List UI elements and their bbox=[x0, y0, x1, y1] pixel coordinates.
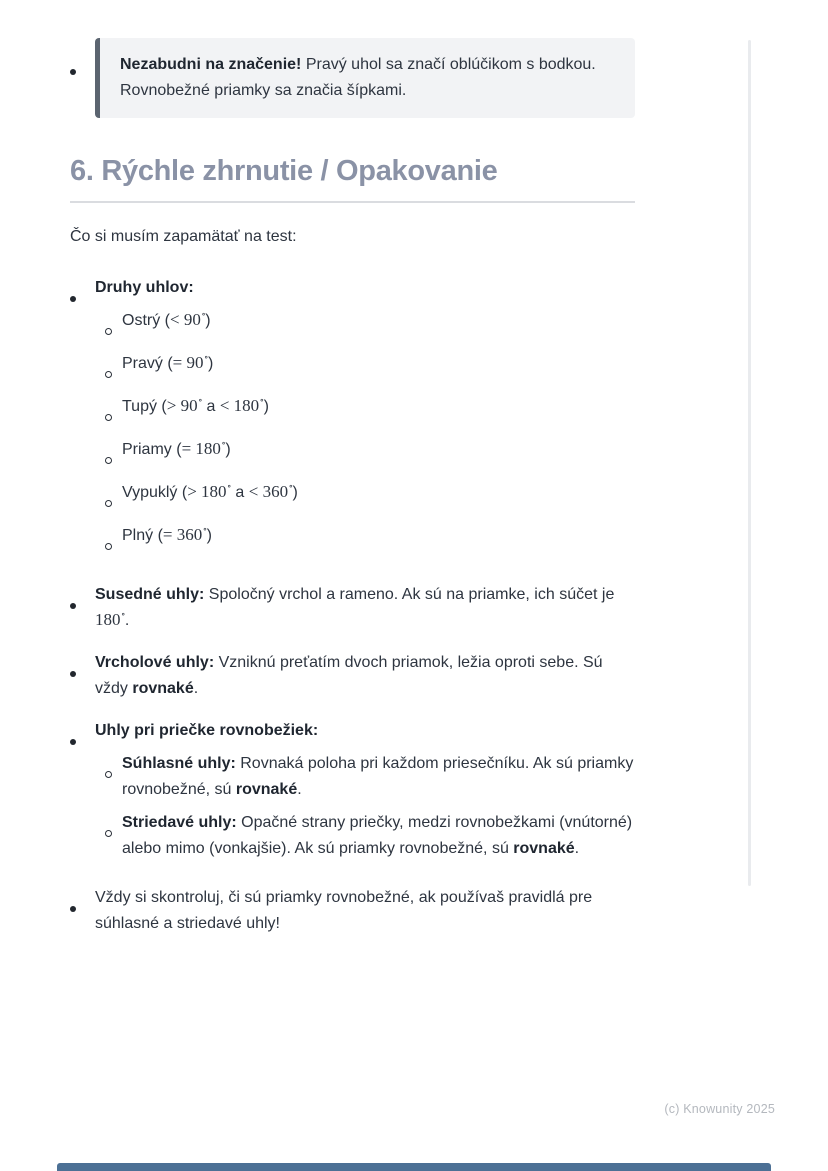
bold-text: Uhly pri priečke rovnobežiek: bbox=[95, 722, 319, 739]
text: ) bbox=[205, 312, 211, 329]
math-text: < 360∘ bbox=[248, 481, 294, 501]
sub-list-item bbox=[105, 351, 635, 387]
math-text: > 180∘ bbox=[187, 481, 232, 501]
circle-bullet-icon bbox=[105, 751, 122, 803]
callout-list-item bbox=[70, 38, 635, 118]
circle-bullet-icon bbox=[105, 480, 122, 516]
text: Ostrý ( bbox=[122, 312, 170, 329]
text: . bbox=[124, 612, 130, 629]
bullet-icon bbox=[70, 582, 95, 634]
sub-list bbox=[105, 308, 635, 559]
bold-text: Súhlasné uhly: bbox=[122, 755, 236, 772]
list-item bbox=[70, 650, 635, 702]
math-text: < 180∘ bbox=[219, 395, 265, 415]
sub-list-item bbox=[105, 480, 635, 516]
text: ) bbox=[206, 527, 212, 544]
bold-text: Susedné uhly: bbox=[95, 586, 205, 603]
heading-divider bbox=[70, 201, 635, 203]
circle-bullet-icon bbox=[105, 810, 122, 862]
sub-list-item bbox=[105, 523, 635, 559]
section-heading: 6. Rýchle zhrnutie / Opakovanie bbox=[70, 155, 498, 187]
list-item-text bbox=[95, 275, 635, 566]
list-item-text bbox=[95, 718, 635, 869]
sub-list-item bbox=[105, 394, 635, 430]
math-text: > 90∘ bbox=[166, 395, 203, 415]
text: ) bbox=[292, 484, 298, 501]
bold-text: rovnaké bbox=[132, 680, 194, 697]
circle-bullet-icon bbox=[105, 523, 122, 559]
text: . bbox=[297, 781, 302, 798]
list-item-text bbox=[122, 308, 635, 344]
bullet-icon bbox=[70, 275, 95, 566]
bottom-progress-bar bbox=[57, 1163, 771, 1171]
bold-text: Striedavé uhly: bbox=[122, 814, 237, 831]
text: Vždy si skontroluj, či sú priamky rovnobežné, ak používaš pravidlá pre súhlasné a striedavé uhly! bbox=[95, 889, 593, 932]
list-item-text bbox=[122, 810, 635, 862]
sub-list-item bbox=[105, 308, 635, 344]
list-item-text bbox=[122, 523, 635, 559]
bold-text: rovnaké bbox=[235, 781, 298, 798]
text: ) bbox=[263, 398, 269, 415]
footer-credit: (c) Knowunity 2025 bbox=[664, 1102, 775, 1116]
text: Pravý ( bbox=[122, 355, 173, 372]
text: Priamy ( bbox=[122, 441, 182, 458]
list-item-text bbox=[122, 751, 635, 803]
list-item-text bbox=[122, 394, 635, 430]
list-item bbox=[70, 718, 635, 869]
bullet-icon bbox=[70, 650, 95, 702]
callout-text: Pravý uhol sa značí oblúčikom s bodkou. Rovnobežné priamky sa značia šípkami. bbox=[120, 56, 596, 99]
bullet-icon bbox=[70, 885, 95, 937]
circle-bullet-icon bbox=[105, 308, 122, 344]
list-item-text bbox=[95, 650, 635, 702]
text: Rovnaká poloha pri každom priesečníku. Ak sú priamky rovnobežné, sú bbox=[122, 755, 634, 798]
text: a bbox=[202, 398, 220, 415]
sub-list-item bbox=[105, 751, 635, 803]
scrollbar-track[interactable] bbox=[748, 40, 751, 886]
list-item-text bbox=[122, 437, 635, 473]
math-text: = 90∘ bbox=[172, 352, 209, 372]
bullet-icon bbox=[70, 718, 95, 869]
text: Plný ( bbox=[122, 527, 163, 544]
list-item bbox=[70, 885, 635, 937]
text: Tupý ( bbox=[122, 398, 167, 415]
bold-text: Vrcholové uhly: bbox=[95, 654, 215, 671]
bullet-icon bbox=[70, 38, 95, 118]
text: Opačné strany priečky, medzi rovnobežkami (vnútorné) alebo mimo (vonkajšie). Ak sú priamky rovnobežné, sú bbox=[122, 814, 633, 857]
sub-list-item bbox=[105, 810, 635, 862]
text: ) bbox=[225, 441, 231, 458]
circle-bullet-icon bbox=[105, 437, 122, 473]
callout-bold-text: Nezabudni na značenie! bbox=[120, 56, 302, 73]
callout-note bbox=[95, 38, 635, 118]
list-item-text bbox=[95, 885, 635, 937]
text: Spoločný vrchol a rameno. Ak sú na priamke, ich súčet je bbox=[204, 586, 615, 603]
text: . bbox=[574, 840, 580, 857]
list-item bbox=[70, 275, 635, 566]
text: ) bbox=[207, 355, 214, 372]
text: a bbox=[230, 484, 249, 501]
bold-text: rovnaké bbox=[513, 840, 575, 857]
math-text: 180∘ bbox=[95, 609, 126, 629]
circle-bullet-icon bbox=[105, 394, 122, 430]
intro-paragraph: Čo si musím zapamätať na test: bbox=[70, 228, 297, 245]
math-text: = 180∘ bbox=[181, 438, 226, 458]
circle-bullet-icon bbox=[105, 351, 122, 387]
list-item-text bbox=[95, 582, 635, 634]
list-item bbox=[70, 582, 635, 634]
math-text: = 360∘ bbox=[162, 524, 208, 544]
page-content bbox=[70, 38, 635, 953]
math-text: < 90∘ bbox=[170, 309, 206, 329]
sub-list bbox=[105, 751, 635, 862]
text: Vypuklý ( bbox=[122, 484, 188, 501]
text: . bbox=[193, 680, 199, 697]
summary-list bbox=[70, 275, 635, 937]
bold-text: Druhy uhlov: bbox=[95, 279, 194, 296]
sub-list-item bbox=[105, 437, 635, 473]
text: Vzniknú preťatím dvoch priamok, ležia oproti sebe. Sú vždy bbox=[95, 654, 603, 697]
list-item-text bbox=[122, 351, 635, 387]
list-item-text bbox=[122, 480, 635, 516]
